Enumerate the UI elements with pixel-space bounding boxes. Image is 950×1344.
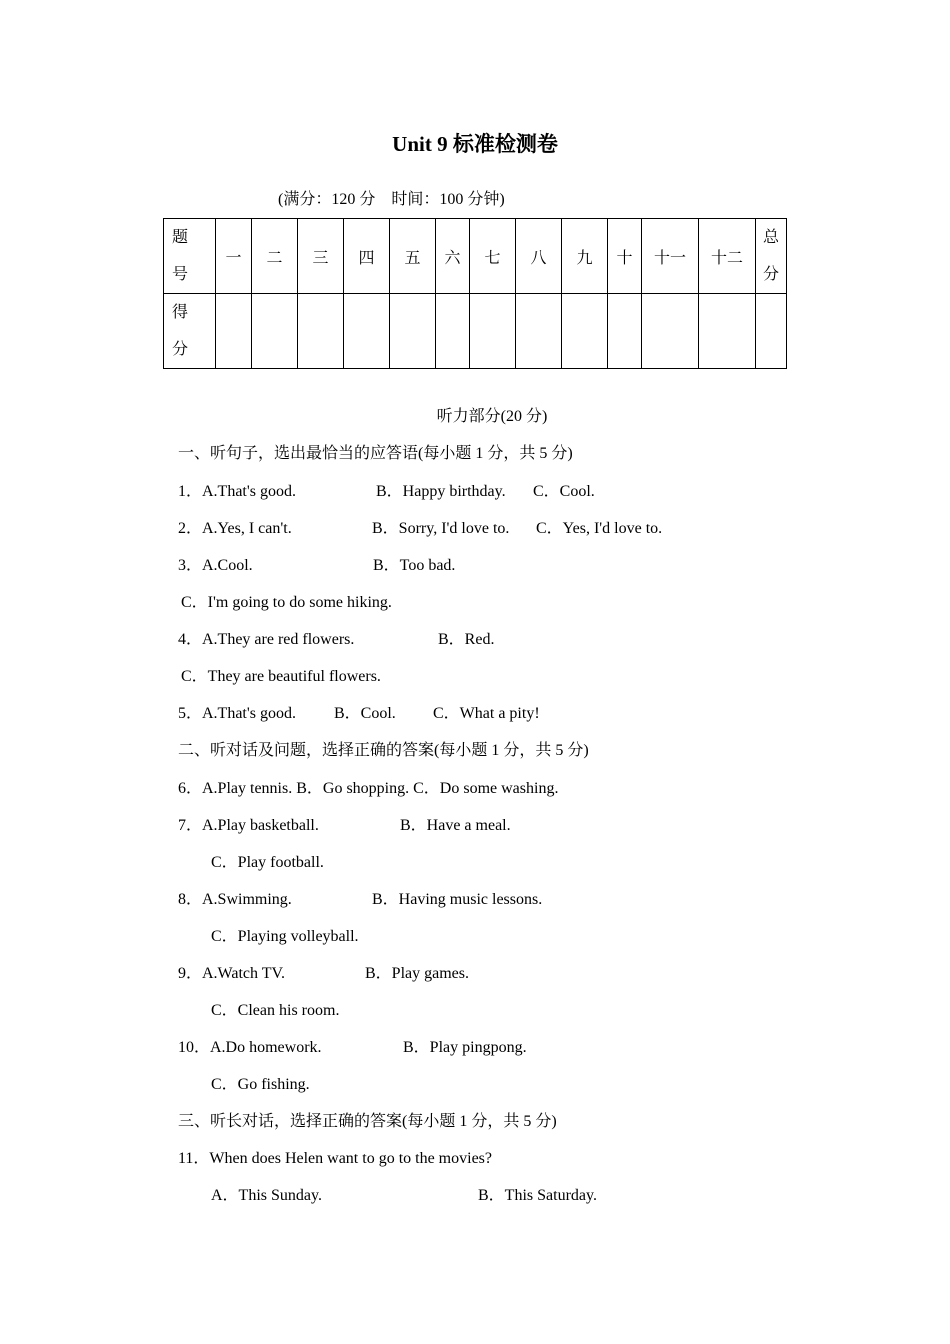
col-header: 四: [344, 219, 390, 294]
listening-part-header: 听力部分(20 分): [436, 408, 548, 425]
section-heading-3: 三、听长对话，选择正确的答案(每小题 1 分，共 5 分): [178, 1113, 557, 1130]
section-heading-1: 一、听句子，选出最恰当的应答语(每小题 1 分，共 5 分): [178, 445, 573, 462]
col-header: 六: [436, 219, 470, 294]
q7-option-a: 7．A.Play basketball.: [178, 817, 319, 834]
header-char: 得: [172, 304, 189, 321]
q10-option-a: 10．A.Do homework.: [178, 1039, 322, 1056]
score-cell[interactable]: [344, 294, 390, 369]
q9-option-a: 9．A.Watch TV.: [178, 965, 286, 982]
score-cell[interactable]: [516, 294, 562, 369]
header-char: 分: [762, 266, 779, 283]
q1-option-c: C．Cool.: [533, 483, 595, 500]
section-heading-2: 二、听对话及问题，选择正确的答案(每小题 1 分，共 5 分): [178, 742, 589, 759]
score-table-score-row: [164, 294, 787, 369]
q11-question: 11．When does Helen want to go to the movies?: [178, 1150, 493, 1167]
q8-option-c: C．Playing volleyball.: [211, 928, 359, 945]
score-cell[interactable]: [470, 294, 516, 369]
q10-option-b: B．Play pingpong.: [403, 1039, 527, 1056]
score-cell[interactable]: [436, 294, 470, 369]
col-header: 一: [216, 219, 252, 294]
q3-option-c: C．I'm going to do some hiking.: [181, 594, 392, 611]
col-header: 三: [298, 219, 344, 294]
col-header: 九: [562, 219, 608, 294]
score-cell[interactable]: [608, 294, 642, 369]
header-char: 号: [172, 266, 189, 283]
col-header: 十: [608, 219, 642, 294]
col-header: 八: [516, 219, 562, 294]
score-cell[interactable]: [252, 294, 298, 369]
header-char: 题: [172, 229, 189, 246]
q2-option-b: B．Sorry, I'd love to.: [372, 520, 510, 537]
q7-option-b: B．Have a meal.: [400, 817, 511, 834]
q8-option-a: 8．A.Swimming.: [178, 891, 292, 908]
score-cell[interactable]: [562, 294, 608, 369]
q6-options: 6．A.Play tennis. B．Go shopping. C．Do some washing.: [178, 780, 559, 797]
header-cell-total: [756, 219, 787, 294]
q10-option-c: C．Go fishing.: [211, 1076, 310, 1093]
score-cell[interactable]: [216, 294, 252, 369]
q5-option-b: B．Cool.: [334, 705, 396, 722]
header-char: 总: [762, 229, 779, 246]
page-title: Unit 9 标准检测卷: [392, 132, 558, 156]
score-cell[interactable]: [642, 294, 699, 369]
q3-option-a: 3．A.Cool.: [178, 557, 253, 574]
q11-option-a: A．This Sunday.: [211, 1187, 322, 1204]
q3-option-b: B．Too bad.: [373, 557, 456, 574]
q7-option-c: C．Play football.: [211, 854, 324, 871]
q9-option-b: B．Play games.: [365, 965, 469, 982]
score-table: [163, 218, 787, 369]
score-cell[interactable]: [699, 294, 756, 369]
q5-option-c: C．What a pity!: [433, 705, 540, 722]
q5-option-a: 5．A.That's good.: [178, 705, 296, 722]
col-header: 十一: [642, 219, 699, 294]
score-table-header-row: [164, 219, 787, 294]
exam-info: (满分：120 分 时间：100 分钟): [278, 191, 505, 208]
q9-option-c: C．Clean his room.: [211, 1002, 340, 1019]
header-cell-score: [164, 294, 216, 369]
q2-option-c: C．Yes, I'd love to.: [536, 520, 663, 537]
score-cell-total[interactable]: [756, 294, 787, 369]
q4-option-c: C．They are beautiful flowers.: [181, 668, 381, 685]
q8-option-b: B．Having music lessons.: [372, 891, 543, 908]
q11-option-b: B．This Saturday.: [478, 1187, 597, 1204]
score-cell[interactable]: [298, 294, 344, 369]
q4-option-a: 4．A.They are red flowers.: [178, 631, 355, 648]
header-char: 分: [172, 341, 189, 358]
col-header: 七: [470, 219, 516, 294]
q1-option-b: B．Happy birthday.: [376, 483, 506, 500]
header-cell-question-number: [164, 219, 216, 294]
q2-option-a: 2．A.Yes, I can't.: [178, 520, 292, 537]
col-header: 二: [252, 219, 298, 294]
q1-option-a: 1．A.That's good.: [178, 483, 296, 500]
col-header: 十二: [699, 219, 756, 294]
q4-option-b: B．Red.: [438, 631, 495, 648]
col-header: 五: [390, 219, 436, 294]
score-cell[interactable]: [390, 294, 436, 369]
